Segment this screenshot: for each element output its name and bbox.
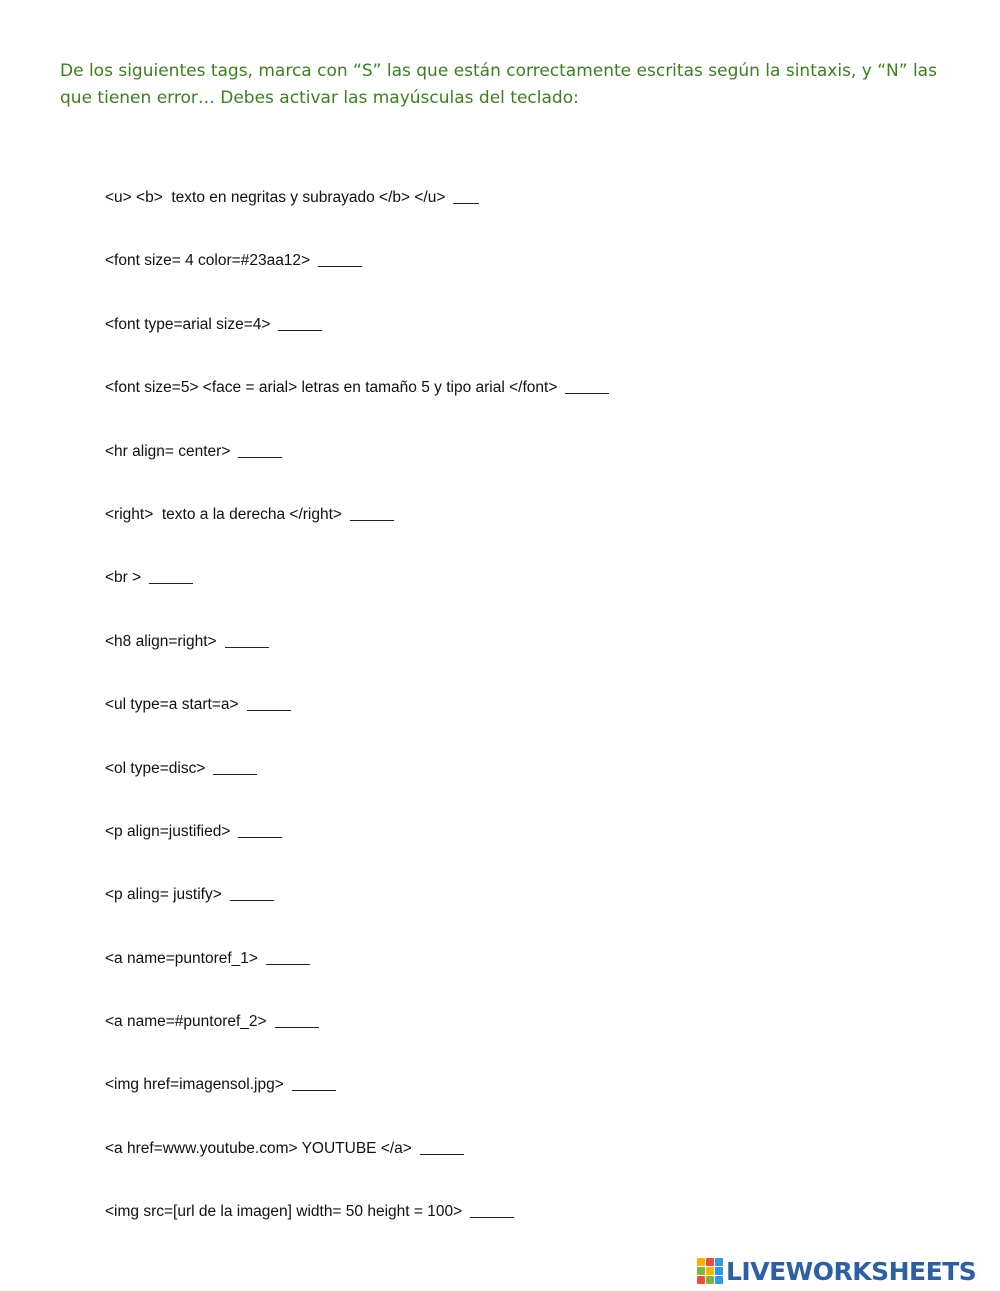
tag-text: <right> texto a la derecha </right> <box>105 505 342 523</box>
list-item <box>105 883 609 946</box>
answer-blank[interactable] <box>350 503 394 521</box>
tag-text: <p align=justified> <box>105 822 231 840</box>
answer-blank[interactable] <box>247 693 291 711</box>
answer-blank[interactable] <box>565 376 609 394</box>
logo-square <box>697 1267 705 1275</box>
tag-text: <img src=[url de la imagen] width= 50 height = 100> <box>105 1203 463 1221</box>
logo-square <box>715 1267 723 1275</box>
tag-text: <ol type=disc> <box>105 759 206 777</box>
liveworksheets-logo-icon <box>697 1258 723 1284</box>
answer-blank[interactable] <box>470 1200 514 1218</box>
tag-text: <ul type=a start=a> <box>105 696 239 714</box>
tag-text: <font size= 4 color=#23aa12> <box>105 252 311 270</box>
logo-square <box>697 1258 705 1266</box>
tag-text: <p aling= justify> <box>105 886 222 904</box>
list-item <box>105 503 609 566</box>
list-item <box>105 1137 609 1200</box>
answer-blank[interactable] <box>453 186 479 204</box>
list-item <box>105 693 609 756</box>
answer-blank[interactable] <box>230 883 274 901</box>
answer-blank[interactable] <box>149 566 193 584</box>
answer-blank[interactable] <box>266 947 310 965</box>
tag-text: <img href=imagensol.jpg> <box>105 1076 284 1094</box>
list-item <box>105 820 609 883</box>
tag-text: <hr align= center> <box>105 442 231 460</box>
answer-blank[interactable] <box>318 249 362 267</box>
list-item <box>105 376 609 439</box>
logo-square <box>715 1258 723 1266</box>
list-item <box>105 947 609 1010</box>
tag-text: <font type=arial size=4> <box>105 315 271 333</box>
list-item <box>105 566 609 629</box>
answer-blank[interactable] <box>420 1137 464 1155</box>
tag-text: <br > <box>105 569 142 587</box>
tag-text: <a name=puntoref_1> <box>105 949 258 967</box>
logo-square <box>706 1258 714 1266</box>
answer-blank[interactable] <box>238 440 282 458</box>
brand-footer <box>697 1257 976 1285</box>
tag-text: <a href=www.youtube.com> YOUTUBE </a> <box>105 1139 412 1157</box>
list-item <box>105 313 609 376</box>
list-item <box>105 1073 609 1136</box>
logo-square <box>706 1267 714 1275</box>
answer-blank[interactable] <box>225 630 269 648</box>
list-item <box>105 630 609 693</box>
logo-square <box>715 1276 723 1284</box>
tag-list <box>105 186 609 1264</box>
answer-blank[interactable] <box>213 757 257 775</box>
tag-text: <u> <b> texto en negritas y subrayado </b> </u> <box>105 189 446 206</box>
answer-blank[interactable] <box>275 1010 319 1028</box>
list-item <box>105 440 609 503</box>
tag-text: <font size=5> <face = arial> letras en tamaño 5 y tipo arial </font> <box>105 379 558 397</box>
list-item <box>105 757 609 820</box>
brand-name: LIVEWORKSHEETS <box>726 1256 977 1286</box>
answer-blank[interactable] <box>238 820 282 838</box>
list-item <box>105 186 609 249</box>
answer-blank[interactable] <box>292 1073 336 1091</box>
logo-square <box>697 1276 705 1284</box>
tag-text: <h8 align=right> <box>105 632 217 650</box>
list-item <box>105 249 609 312</box>
list-item <box>105 1200 609 1263</box>
instructions-text: De los siguientes tags, marca con “S” las que están correctamente escritas según la sintaxis, y “N” las que tienen error… Debes activar las mayúsculas del teclado: <box>60 61 937 108</box>
tag-text: <a name=#puntoref_2> <box>105 1013 267 1031</box>
list-item <box>105 1010 609 1073</box>
answer-blank[interactable] <box>278 313 322 331</box>
logo-square <box>706 1276 714 1284</box>
